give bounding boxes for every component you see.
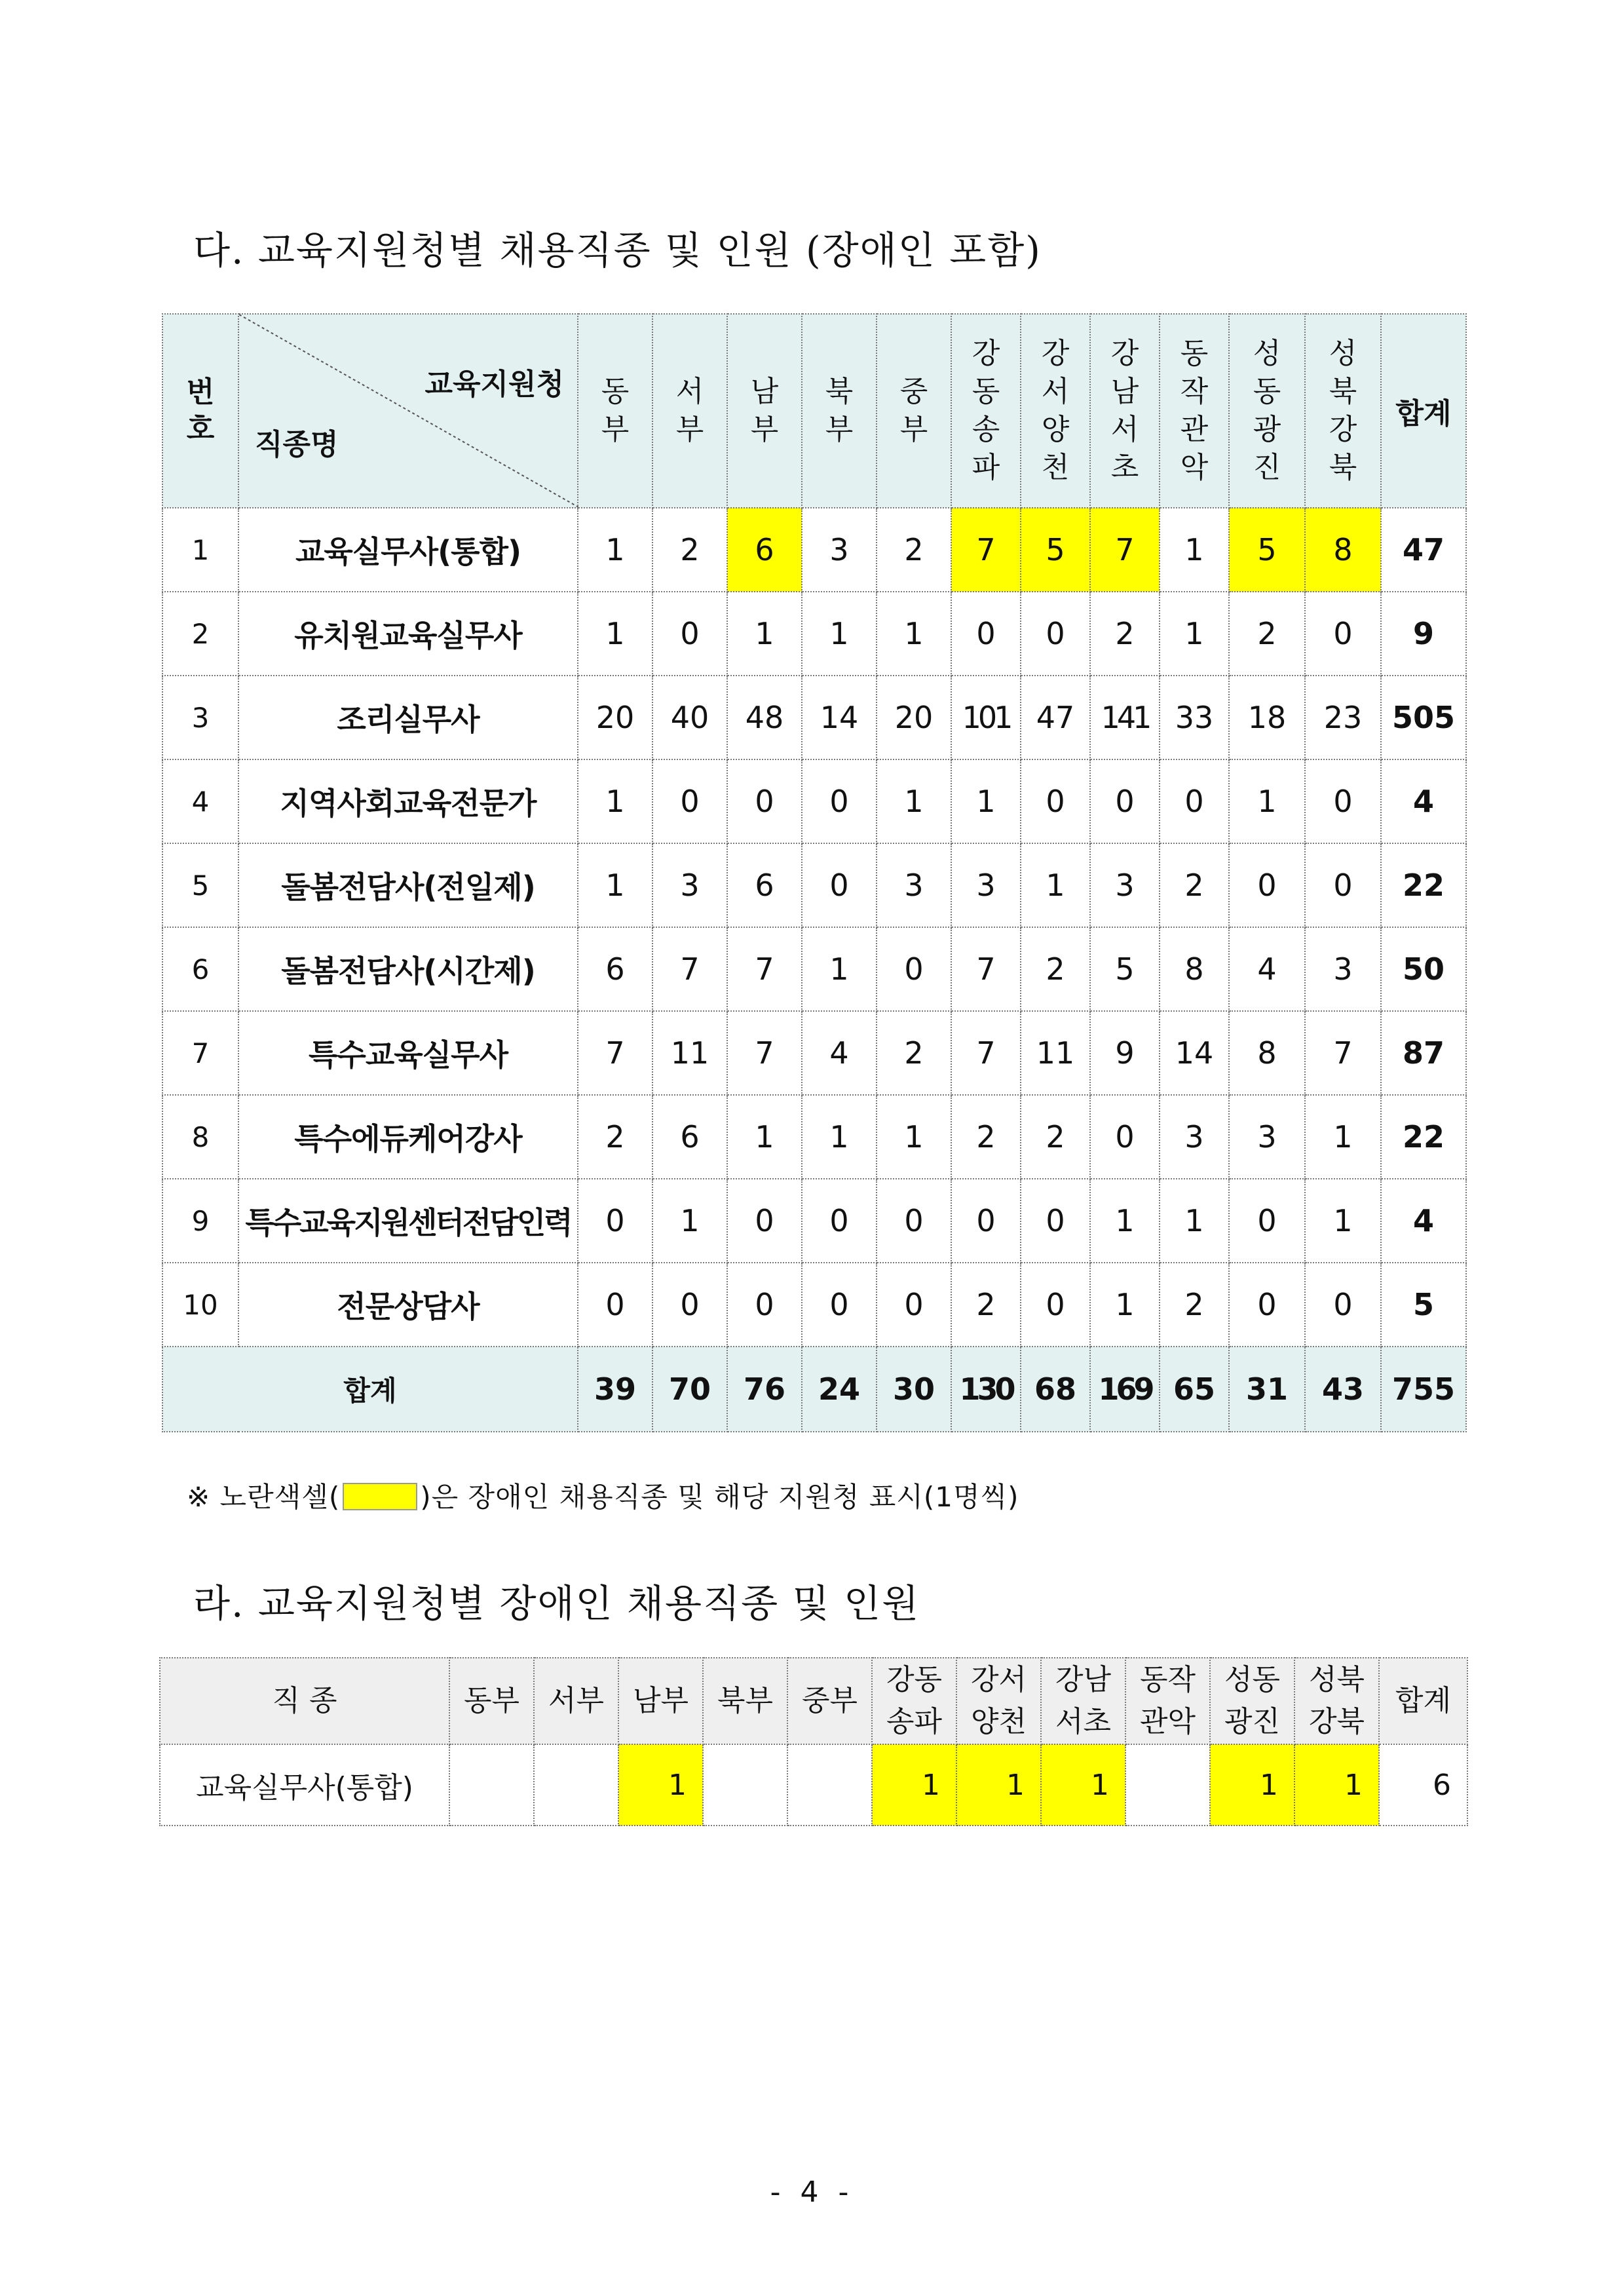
- count-cell: 23: [1305, 676, 1381, 759]
- office-header-char: 작: [1180, 375, 1209, 408]
- count-cell: 2: [877, 1011, 951, 1095]
- job-name: 전문상담사: [238, 1263, 578, 1347]
- t2-header-office-line: 성북: [1308, 1663, 1365, 1696]
- note-suffix: )은 장애인 채용직종 및 해당 지원청 표시(1명씩): [420, 1481, 1019, 1513]
- office-header-char: 북: [825, 375, 854, 408]
- header-office-dongbu: [578, 314, 652, 508]
- t2-count-cell: [1125, 1744, 1210, 1826]
- job-name: 지역사회교육전문가: [238, 759, 578, 843]
- highlight-note: [187, 1476, 1019, 1515]
- count-cell: 3: [1160, 1095, 1229, 1179]
- totals-value: 31: [1229, 1347, 1305, 1432]
- count-cell: 1: [1305, 1179, 1381, 1263]
- count-cell: 0: [1305, 759, 1381, 843]
- count-cell: 0: [727, 1263, 802, 1347]
- job-name: 특수교육실무사: [238, 1011, 578, 1095]
- t2-count-cell: [703, 1744, 787, 1826]
- office-header-char: 강: [1329, 413, 1357, 446]
- row-total: 9: [1381, 592, 1466, 676]
- count-cell: 101: [951, 676, 1021, 759]
- table-row: [162, 676, 1466, 759]
- recruitment-by-office-table: [162, 313, 1467, 1432]
- totals-grand-total: 755: [1381, 1347, 1466, 1432]
- t2-header-office: [956, 1658, 1041, 1744]
- count-cell: 11: [1021, 1011, 1090, 1095]
- row-number: 5: [162, 843, 238, 927]
- header-diagonal-cell: [238, 314, 578, 508]
- count-cell: 3: [1229, 1095, 1305, 1179]
- t2-count-cell: 1: [872, 1744, 956, 1826]
- office-header-char: 서: [1110, 413, 1139, 446]
- job-name: 특수교육지원센터전담인력: [238, 1179, 578, 1263]
- count-cell: 3: [1305, 927, 1381, 1011]
- count-cell: 1: [1160, 592, 1229, 676]
- count-cell: 5: [1090, 927, 1160, 1011]
- count-cell: 2: [1160, 843, 1229, 927]
- disabled-recruitment-table: [159, 1657, 1468, 1826]
- row-total: 4: [1381, 759, 1466, 843]
- office-header-char: 부: [601, 413, 630, 446]
- row-total: 87: [1381, 1011, 1466, 1095]
- header-total: 합계: [1381, 314, 1466, 508]
- t2-job-name: 교육실무사(통합): [160, 1744, 449, 1826]
- totals-row: [162, 1347, 1466, 1432]
- count-cell: 1: [652, 1179, 727, 1263]
- count-cell: 7: [652, 927, 727, 1011]
- office-header-char: 강: [972, 337, 1000, 370]
- count-cell: 0: [1021, 592, 1090, 676]
- row-total: 5: [1381, 1263, 1466, 1347]
- count-cell: 0: [727, 759, 802, 843]
- t2-header-office-line: 성동: [1224, 1663, 1280, 1696]
- count-cell: 0: [802, 843, 877, 927]
- count-cell: 7: [1090, 508, 1160, 592]
- row-total: 47: [1381, 508, 1466, 592]
- header-office-gangdong-songpa: [951, 314, 1021, 508]
- t2-count-cell: 1: [1294, 1744, 1379, 1826]
- count-cell: 2: [1160, 1263, 1229, 1347]
- count-cell: 0: [951, 1179, 1021, 1263]
- t2-header-office-line: 송파: [886, 1705, 942, 1738]
- count-cell: 0: [1229, 1179, 1305, 1263]
- totals-value: 24: [802, 1347, 877, 1432]
- t2-header-office: [618, 1658, 703, 1744]
- t2-data-row: [160, 1744, 1467, 1826]
- count-cell: 2: [951, 1095, 1021, 1179]
- count-cell: 0: [1229, 843, 1305, 927]
- t2-header-office-line: 강동: [886, 1663, 942, 1696]
- t2-header-total: 합계: [1379, 1658, 1467, 1744]
- count-cell: 1: [1305, 1095, 1381, 1179]
- count-cell: 2: [951, 1263, 1021, 1347]
- t2-header-office: [1125, 1658, 1210, 1744]
- count-cell: 1: [727, 1095, 802, 1179]
- office-header-char: 동: [1180, 337, 1209, 370]
- count-cell: 1: [1090, 1179, 1160, 1263]
- table-row: [162, 843, 1466, 927]
- count-cell: 3: [802, 508, 877, 592]
- office-header-char: 광: [1253, 413, 1281, 446]
- count-cell: 8: [1160, 927, 1229, 1011]
- row-number: 6: [162, 927, 238, 1011]
- count-cell: 1: [877, 592, 951, 676]
- header-office-seobu: [652, 314, 727, 508]
- count-cell: 0: [1305, 592, 1381, 676]
- t2-header-office: [1041, 1658, 1125, 1744]
- header-office-jungbu: [877, 314, 951, 508]
- row-number: 4: [162, 759, 238, 843]
- count-cell: 1: [578, 843, 652, 927]
- row-number: 1: [162, 508, 238, 592]
- t2-header-office: [449, 1658, 534, 1744]
- row-number: 7: [162, 1011, 238, 1095]
- count-cell: 0: [802, 1263, 877, 1347]
- office-header-char: 성: [1253, 337, 1281, 370]
- t2-header-office: [787, 1658, 872, 1744]
- t2-count-cell: 1: [956, 1744, 1041, 1826]
- count-cell: 6: [578, 927, 652, 1011]
- count-cell: 0: [652, 592, 727, 676]
- t2-header-office-line: 중부: [801, 1684, 858, 1717]
- t2-header-office: [534, 1658, 618, 1744]
- t2-header-office-line: 남부: [632, 1684, 689, 1717]
- job-name: 돌봄전담사(전일제): [238, 843, 578, 927]
- count-cell: 7: [727, 927, 802, 1011]
- count-cell: 2: [578, 1095, 652, 1179]
- count-cell: 0: [951, 592, 1021, 676]
- count-cell: 0: [652, 1263, 727, 1347]
- count-cell: 0: [727, 1179, 802, 1263]
- count-cell: 8: [1305, 508, 1381, 592]
- count-cell: 7: [951, 508, 1021, 592]
- count-cell: 0: [1021, 1263, 1090, 1347]
- t2-count-cell: [449, 1744, 534, 1826]
- t2-row-total: 6: [1379, 1744, 1467, 1826]
- section1-title: 다. 교육지원청별 채용직종 및 인원 (장애인 포함): [193, 228, 1042, 273]
- job-name: 조리실무사: [238, 676, 578, 759]
- count-cell: 0: [1090, 1095, 1160, 1179]
- office-header-char: 관: [1180, 413, 1209, 446]
- count-cell: 1: [727, 592, 802, 676]
- count-cell: 1: [578, 759, 652, 843]
- t2-header-office: [703, 1658, 787, 1744]
- count-cell: 5: [1229, 508, 1305, 592]
- count-cell: 0: [877, 1263, 951, 1347]
- count-cell: 33: [1160, 676, 1229, 759]
- office-header-char: 강: [1041, 337, 1070, 370]
- t2-header-office: [1210, 1658, 1294, 1744]
- count-cell: 0: [877, 927, 951, 1011]
- header-office-seongdong-gwangjin: [1229, 314, 1305, 508]
- count-cell: 0: [578, 1179, 652, 1263]
- office-header-char: 부: [899, 413, 928, 446]
- header-number-line2: 호: [186, 412, 215, 446]
- count-cell: 1: [1021, 843, 1090, 927]
- count-cell: 14: [802, 676, 877, 759]
- count-cell: 1: [578, 592, 652, 676]
- count-cell: 0: [802, 1179, 877, 1263]
- count-cell: 3: [652, 843, 727, 927]
- yellow-swatch: [343, 1483, 417, 1510]
- row-total: 4: [1381, 1179, 1466, 1263]
- t2-header-job: 직 종: [160, 1658, 449, 1744]
- count-cell: 1: [877, 759, 951, 843]
- count-cell: 2: [1229, 592, 1305, 676]
- count-cell: 7: [951, 927, 1021, 1011]
- section2-title: 라. 교육지원청별 장애인 채용직종 및 인원: [193, 1581, 920, 1626]
- count-cell: 0: [1021, 759, 1090, 843]
- count-cell: 0: [802, 759, 877, 843]
- totals-value: 39: [578, 1347, 652, 1432]
- count-cell: 2: [877, 508, 951, 592]
- totals-value: 65: [1160, 1347, 1229, 1432]
- count-cell: 7: [1305, 1011, 1381, 1095]
- count-cell: 141: [1090, 676, 1160, 759]
- count-cell: 47: [1021, 676, 1090, 759]
- office-header-char: 남: [750, 375, 779, 408]
- row-total: 22: [1381, 1095, 1466, 1179]
- header-office-label: 교육지원청: [425, 368, 564, 401]
- office-header-char: 북: [1329, 375, 1357, 408]
- office-header-char: 파: [972, 451, 1000, 484]
- note-prefix: ※ 노란색셀(: [187, 1481, 341, 1513]
- count-cell: 4: [802, 1011, 877, 1095]
- count-cell: 14: [1160, 1011, 1229, 1095]
- office-header-char: 남: [1110, 375, 1139, 408]
- count-cell: 1: [1160, 1179, 1229, 1263]
- count-cell: 1: [877, 1095, 951, 1179]
- count-cell: 6: [727, 508, 802, 592]
- office-header-char: 부: [825, 413, 854, 446]
- t2-header-office-line: 관악: [1139, 1705, 1196, 1738]
- table-row: [162, 1011, 1466, 1095]
- diagonal-line: [239, 315, 578, 507]
- count-cell: 3: [1090, 843, 1160, 927]
- totals-value: 68: [1021, 1347, 1090, 1432]
- t2-header-office-line: 서부: [548, 1684, 604, 1717]
- t2-header-office-line: 강서: [970, 1663, 1027, 1696]
- office-header-char: 동: [601, 375, 630, 408]
- totals-value: 76: [727, 1347, 802, 1432]
- job-name: 돌봄전담사(시간제): [238, 927, 578, 1011]
- count-cell: 6: [652, 1095, 727, 1179]
- count-cell: 5: [1021, 508, 1090, 592]
- row-total: 22: [1381, 843, 1466, 927]
- count-cell: 1: [578, 508, 652, 592]
- totals-value: 70: [652, 1347, 727, 1432]
- header-job-label: 직종명: [255, 428, 339, 461]
- count-cell: 2: [652, 508, 727, 592]
- header-office-gangseo-yangcheon: [1021, 314, 1090, 508]
- count-cell: 11: [652, 1011, 727, 1095]
- office-header-char: 부: [675, 413, 704, 446]
- t2-header-office-line: 광진: [1224, 1705, 1280, 1738]
- count-cell: 9: [1090, 1011, 1160, 1095]
- count-cell: 1: [951, 759, 1021, 843]
- row-number: 8: [162, 1095, 238, 1179]
- row-total: 50: [1381, 927, 1466, 1011]
- t2-header-office-line: 강북: [1308, 1705, 1365, 1738]
- table-row: [162, 592, 1466, 676]
- page-number: - 4 -: [770, 2175, 854, 2209]
- t2-header-office: [1294, 1658, 1379, 1744]
- count-cell: 6: [727, 843, 802, 927]
- office-header-char: 부: [750, 413, 779, 446]
- header-office-nambu: [727, 314, 802, 508]
- totals-value: 30: [877, 1347, 951, 1432]
- job-name: 유치원교육실무사: [238, 592, 578, 676]
- count-cell: 0: [652, 759, 727, 843]
- office-header-char: 서: [675, 375, 704, 408]
- row-number: 10: [162, 1263, 238, 1347]
- t2-header-office-line: 양천: [970, 1705, 1027, 1738]
- count-cell: 0: [877, 1179, 951, 1263]
- row-number: 3: [162, 676, 238, 759]
- count-cell: 8: [1229, 1011, 1305, 1095]
- count-cell: 0: [1160, 759, 1229, 843]
- count-cell: 1: [1090, 1263, 1160, 1347]
- row-number: 9: [162, 1179, 238, 1263]
- t2-header-office: [872, 1658, 956, 1744]
- t2-count-cell: 1: [618, 1744, 703, 1826]
- header-office-dongjak-gwanak: [1160, 314, 1229, 508]
- count-cell: 20: [877, 676, 951, 759]
- count-cell: 18: [1229, 676, 1305, 759]
- totals-value: 43: [1305, 1347, 1381, 1432]
- table-row: [162, 759, 1466, 843]
- count-cell: 0: [1305, 1263, 1381, 1347]
- office-header-char: 서: [1041, 375, 1070, 408]
- office-header-char: 북: [1329, 451, 1357, 484]
- count-cell: 2: [1090, 592, 1160, 676]
- header-office-seongbuk-gangbuk: [1305, 314, 1381, 508]
- table-row: [162, 1179, 1466, 1263]
- header-office-gangnam-seocho: [1090, 314, 1160, 508]
- count-cell: 0: [1305, 843, 1381, 927]
- office-header-char: 악: [1180, 451, 1209, 484]
- count-cell: 0: [578, 1263, 652, 1347]
- count-cell: 40: [652, 676, 727, 759]
- header-number: [162, 314, 238, 508]
- count-cell: 3: [877, 843, 951, 927]
- office-header-char: 양: [1041, 413, 1070, 446]
- count-cell: 0: [1021, 1179, 1090, 1263]
- count-cell: 3: [951, 843, 1021, 927]
- job-name: 교육실무사(통합): [238, 508, 578, 592]
- t2-header-office-line: 서초: [1055, 1705, 1111, 1738]
- count-cell: 1: [802, 927, 877, 1011]
- count-cell: 1: [1160, 508, 1229, 592]
- count-cell: 1: [802, 592, 877, 676]
- office-header-char: 천: [1041, 451, 1070, 484]
- count-cell: 4: [1229, 927, 1305, 1011]
- count-cell: 7: [951, 1011, 1021, 1095]
- office-header-char: 송: [972, 413, 1000, 446]
- row-total: 505: [1381, 676, 1466, 759]
- office-header-char: 성: [1329, 337, 1357, 370]
- header-office-bukbu: [802, 314, 877, 508]
- t2-header-office-line: 동작: [1139, 1663, 1196, 1696]
- t2-header-office-line: 강남: [1055, 1663, 1111, 1696]
- t2-count-cell: [534, 1744, 618, 1826]
- table-row: [162, 927, 1466, 1011]
- t2-header-office-line: 동부: [463, 1684, 519, 1717]
- job-name: 특수에듀케어강사: [238, 1095, 578, 1179]
- totals-label: 합계: [162, 1347, 578, 1432]
- office-header-char: 강: [1110, 337, 1139, 370]
- count-cell: 2: [1021, 1095, 1090, 1179]
- count-cell: 1: [1229, 759, 1305, 843]
- table-row: [162, 1095, 1466, 1179]
- count-cell: 0: [1229, 1263, 1305, 1347]
- count-cell: 0: [1090, 759, 1160, 843]
- office-header-char: 중: [899, 375, 928, 408]
- t2-header-office-line: 북부: [717, 1684, 773, 1717]
- office-header-char: 초: [1110, 451, 1139, 484]
- count-cell: 2: [1021, 927, 1090, 1011]
- count-cell: 1: [802, 1095, 877, 1179]
- header-number-line1: 번: [186, 375, 215, 409]
- count-cell: 20: [578, 676, 652, 759]
- office-header-char: 동: [1253, 375, 1281, 408]
- count-cell: 48: [727, 676, 802, 759]
- table-row: [162, 508, 1466, 592]
- row-number: 2: [162, 592, 238, 676]
- count-cell: 7: [727, 1011, 802, 1095]
- table-row: [162, 1263, 1466, 1347]
- totals-value: 169: [1090, 1347, 1160, 1432]
- totals-value: 130: [951, 1347, 1021, 1432]
- t2-count-cell: 1: [1041, 1744, 1125, 1826]
- count-cell: 7: [578, 1011, 652, 1095]
- office-header-char: 동: [972, 375, 1000, 408]
- t2-count-cell: 1: [1210, 1744, 1294, 1826]
- t2-count-cell: [787, 1744, 872, 1826]
- office-header-char: 진: [1253, 451, 1281, 484]
